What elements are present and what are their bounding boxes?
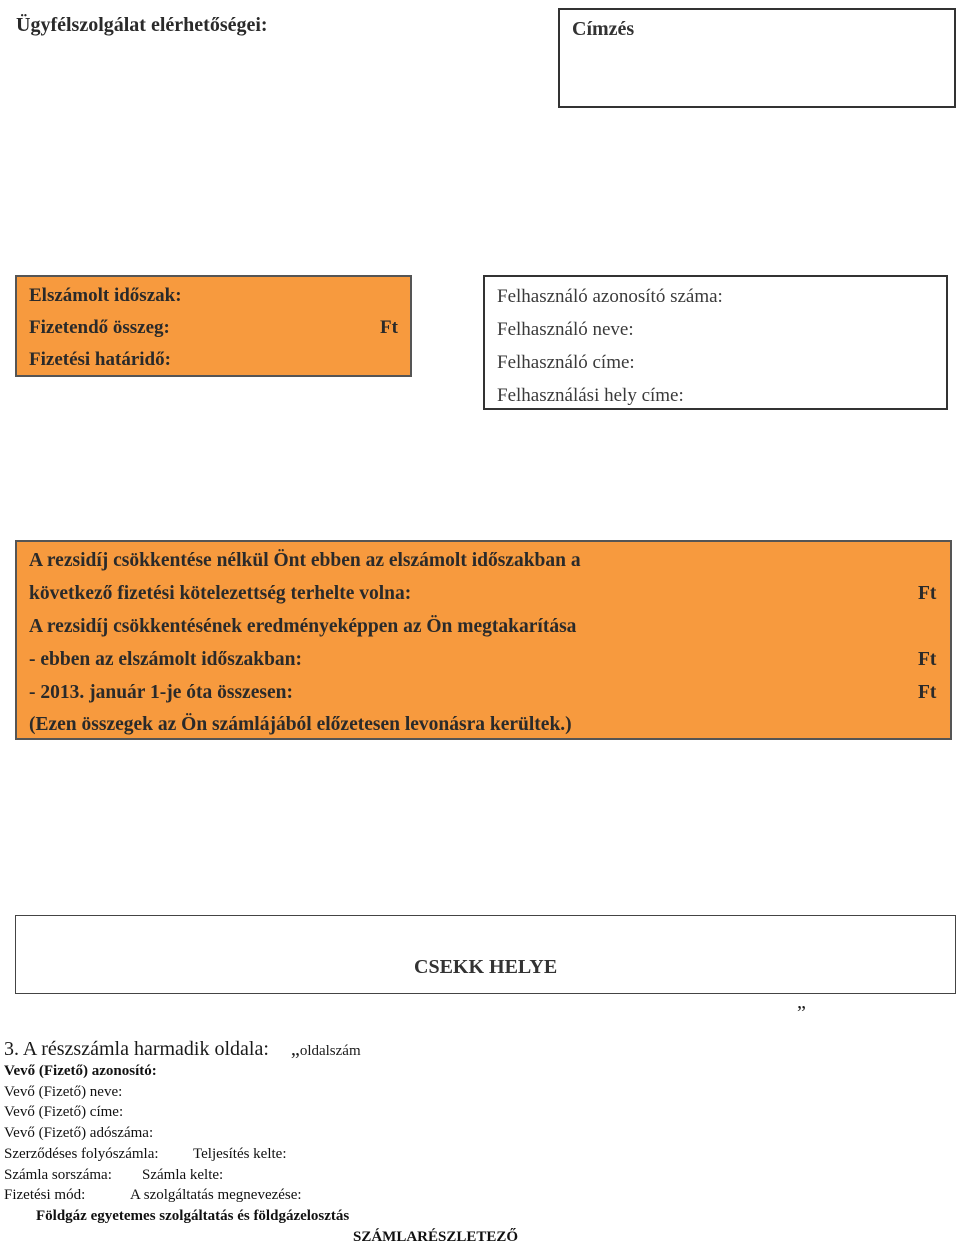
amount-label: Fizetendő összeg:: [29, 317, 170, 338]
user-name-label: Felhasználó neve:: [497, 319, 634, 340]
page-three-title-line: [4, 1038, 361, 1061]
buyer-tax-label: Vevő (Fizető) adószáma:: [4, 1125, 154, 1141]
check-placeholder-box: [15, 915, 956, 994]
buyer-id-label: Vevő (Fizető) azonosító:: [4, 1063, 157, 1079]
usage-site-label: Felhasználási hely címe:: [497, 385, 684, 406]
savings-box: [15, 540, 952, 740]
service-value: Földgáz egyetemes szolgáltatás és földgázelosztás: [36, 1208, 350, 1224]
period-label: Elszámolt időszak:: [29, 285, 182, 306]
contract-account-label: Szerződéses folyószámla:: [4, 1146, 159, 1162]
savings-line-5: - 2013. január 1-je óta összesen:: [29, 682, 293, 703]
buyer-address-label: Vevő (Fizető) címe:: [4, 1104, 124, 1120]
address-box: [558, 8, 956, 108]
savings-line-6: (Ezen összegek az Ön számlájából előzetesen levonásra kerültek.): [29, 714, 572, 735]
invoice-details-title: SZÁMLARÉSZLETEZŐ: [353, 1229, 519, 1245]
savings-line-2-unit: Ft: [918, 583, 937, 604]
contact-heading: Ügyfélszolgálat elérhetőségei:: [16, 14, 268, 36]
invoice-number-label: Számla sorszáma:: [4, 1167, 112, 1183]
savings-line-3: A rezsidíj csökkentésének eredményeképpen az Ön megtakarítása: [29, 616, 577, 637]
billing-summary-box: [15, 275, 412, 377]
deadline-label: Fizetési határidő:: [29, 349, 171, 370]
page-three-title: 3. A részszámla harmadik oldala:: [4, 1038, 269, 1060]
address-box-label: Címzés: [572, 18, 635, 40]
closing-quote: ”: [797, 1002, 806, 1024]
savings-line-5-unit: Ft: [918, 682, 937, 703]
savings-line-4-unit: Ft: [918, 649, 937, 670]
user-id-label: Felhasználó azonosító száma:: [497, 286, 723, 307]
check-placeholder-label: CSEKK HELYE: [414, 956, 558, 978]
user-info-box: [483, 275, 948, 410]
savings-line-2: következő fizetési kötelezettség terhelte volna:: [29, 583, 412, 604]
service-name-label: A szolgáltatás megnevezése:: [130, 1187, 302, 1203]
page-number-subtitle: oldalszám: [299, 1043, 361, 1059]
open-quote: „: [290, 1038, 300, 1060]
payment-method-label: Fizetési mód:: [4, 1187, 86, 1203]
fulfilment-date-label: Teljesítés kelte:: [193, 1146, 287, 1162]
invoice-date-label: Számla kelte:: [142, 1167, 224, 1183]
amount-unit: Ft: [380, 317, 398, 338]
savings-line-1: A rezsidíj csökkentése nélkül Önt ebben az elszámolt időszakban a: [29, 550, 581, 571]
buyer-name-label: Vevő (Fizető) neve:: [4, 1084, 123, 1100]
savings-line-4: - ebben az elszámolt időszakban:: [29, 649, 302, 670]
user-address-label: Felhasználó címe:: [497, 352, 635, 373]
